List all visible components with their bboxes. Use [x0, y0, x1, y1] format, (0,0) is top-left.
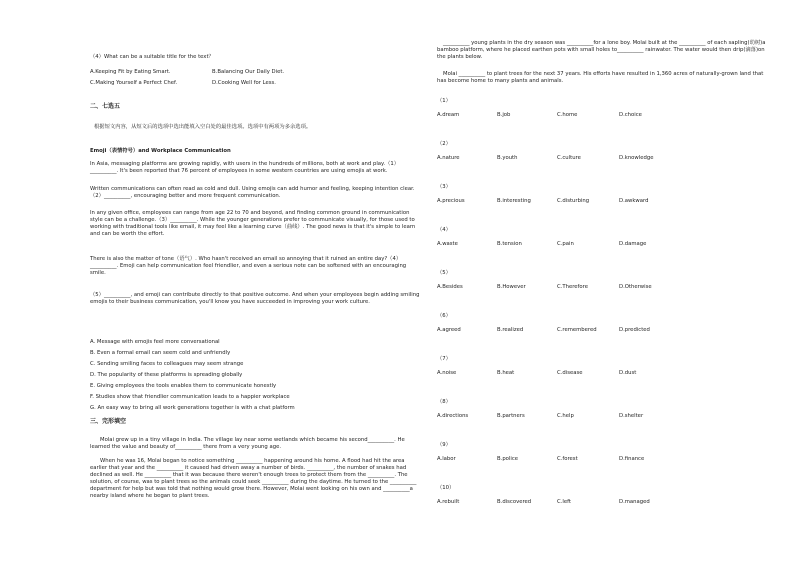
question-option: A.Besides: [437, 284, 463, 290]
question-number: （8）: [437, 399, 451, 405]
section-three-title: 三、完形填空: [90, 418, 127, 425]
question-option: D.awkward: [619, 198, 649, 204]
question-number: （10）: [437, 485, 455, 491]
question-option: B.interesting: [497, 198, 531, 204]
question-option: A.noise: [437, 370, 457, 376]
question-option: D.shelter: [619, 413, 644, 419]
q4-stem: （4）What can be a suitable title for the text？: [90, 54, 214, 60]
q4-option-c: C.Making Yourself a Perfect Chef.: [90, 80, 178, 86]
choice-a: A. Message with emojis feel more conversational: [90, 339, 220, 345]
question-option: B.However: [497, 284, 526, 290]
question-option: C.help: [557, 413, 574, 419]
passage-paragraph-2: Written communications can often read as cold and dull. Using emojis can add humor and feeling, keeping intention clear.（2）__________, encouraging better and more frequent communication.: [90, 186, 415, 199]
question-option: A.nature: [437, 155, 460, 161]
question-option: A.agreed: [437, 327, 461, 333]
question-option: D.dust: [619, 370, 637, 376]
question-option: B.tension: [497, 241, 522, 247]
question-option: D.damage: [619, 241, 647, 247]
question-number: （6）: [437, 313, 451, 319]
choice-d: D. The popularity of these platforms is spreading globally: [90, 372, 243, 378]
passage-paragraph-1: In Asia, messaging platforms are growing rapidly, with users in the hundreds of millions, both at work and play.（1）__________. It's been reported that 76 percent of employees in some western countries are using emojis at work.: [90, 161, 400, 174]
question-number: （9）: [437, 442, 451, 448]
question-option: D.managed: [619, 499, 650, 505]
question-number: （3）: [437, 184, 451, 190]
question-option: B.job: [497, 112, 511, 118]
question-option: B.heat: [497, 370, 515, 376]
q4-option-d: D.Cooking Well for Less.: [212, 80, 276, 86]
section-two-title: 二、七选五: [90, 103, 121, 110]
question-option: C.home: [557, 112, 578, 118]
question-option: A.labor: [437, 456, 456, 462]
question-option: A.precious: [437, 198, 465, 204]
question-option: A.dream: [437, 112, 460, 118]
choice-e: E. Giving employees the tools enables them to communicate honestly: [90, 383, 277, 389]
question-option: C.pain: [557, 241, 574, 247]
question-option: B.realized: [497, 327, 524, 333]
question-option: B.partners: [497, 413, 525, 419]
cloze-continuation-1: __________ young plants in the dry season was __________for a lone boy. Molai built at the __________ of each sapling(幼树)a bamboo platform, where he placed earthen pots with small holes to__________ rainwater. The water would then drip(滴落)on the plants below.: [437, 40, 766, 60]
question-option: D.knowledge: [619, 155, 654, 161]
q4-option-a: A.Keeping Fit by Eating Smart.: [90, 69, 171, 75]
question-option: B.youth: [497, 155, 518, 161]
question-option: D.finance: [619, 456, 645, 462]
question-option: B.police: [497, 456, 519, 462]
question-option: B.discovered: [497, 499, 532, 505]
passage-paragraph-5: （5）__________, and emoji can contribute directly to that positive outcome. And when your employees begin adding smiling emojis to their business communication, you'll know you have succeeded in improving your work culture.: [90, 292, 420, 305]
question-number: （5）: [437, 270, 451, 276]
choice-g: G. An easy way to bring all work generations together is with a chat platform: [90, 405, 295, 411]
question-option: C.forest: [557, 456, 578, 462]
question-option: C.disturbing: [557, 198, 590, 204]
question-number: （1）: [437, 98, 451, 104]
question-option: C.disease: [557, 370, 583, 376]
question-number: （2）: [437, 141, 451, 147]
question-option: C.left: [557, 499, 571, 505]
question-option: A.directions: [437, 413, 469, 419]
cloze-paragraph-2: When he was 16, Molai began to notice something __________ happening around his home. A flood had hit the area earlier that year and the __________ it caused had driven away a number of birds. __________, the number of snakes had declined as well. He __________ that it was because there weren't enough trees to protect them from the __________. The solution, of course, was to plant trees so the animals could seek __________ during the daytime. He turned to the __________ department for help but was told that nothing would grow there. However, Molai went looking on his own and __________a nearby island where he began to plant trees.: [90, 458, 417, 499]
question-option: A.rebuilt: [437, 499, 460, 505]
choice-c: C. Sending smiling faces to colleagues may seem strange: [90, 361, 244, 367]
question-option: D.predicted: [619, 327, 650, 333]
passage-paragraph-4: There is also the matter of tone（语气）. Who hasn't received an email so annoying that it ruined an entire day?（4）__________. Emoji can help communication feel friendlier, and even a serious note can be softened with an encouraging smile.: [90, 256, 407, 276]
question-option: C.culture: [557, 155, 581, 161]
cloze-continuation-2: Molai __________ to plant trees for the next 37 years. His efforts have resulted in 1,360 acres of naturally-grown land that has become home to many plants and animals.: [437, 71, 764, 84]
choice-b: B. Even a formal email can seem cold and unfriendly: [90, 350, 231, 356]
section-two-instruction: 根据短文内容，从短文后的选项中选出能填入空白处的最佳选项。选项中有两项为多余选项。: [94, 124, 312, 130]
passage-paragraph-3: In any given office, employees can range from age 22 to 70 and beyond, and finding common ground in communication style can be a challenge.（3）__________. While the younger generations prefer to communicate visually, for those used to working with traditional tools like email, it may feel like a learning curve（曲线）. The good news is that it's simple to learn and can be worth the effort.: [90, 210, 416, 237]
question-option: A.waste: [437, 241, 458, 247]
question-option: C.remembered: [557, 327, 597, 333]
q4-option-b: B.Balancing Our Daily Diet.: [212, 69, 285, 75]
passage-title: Emoji（表情符号）and Workplace Communication: [90, 148, 231, 154]
choice-f: F. Studies show that friendlier communication leads to a happier workplace: [90, 394, 290, 400]
cloze-paragraph-1: Molai grew up in a tiny village in India. The village lay near some wetlands which became his second__________. He learned the value and beauty of__________ there from a very young age.: [90, 437, 405, 450]
question-option: C.Therefore: [557, 284, 588, 290]
question-option: D.Otherwise: [619, 284, 652, 290]
question-option: D.choice: [619, 112, 642, 118]
question-number: （7）: [437, 356, 451, 362]
question-number: （4）: [437, 227, 451, 233]
